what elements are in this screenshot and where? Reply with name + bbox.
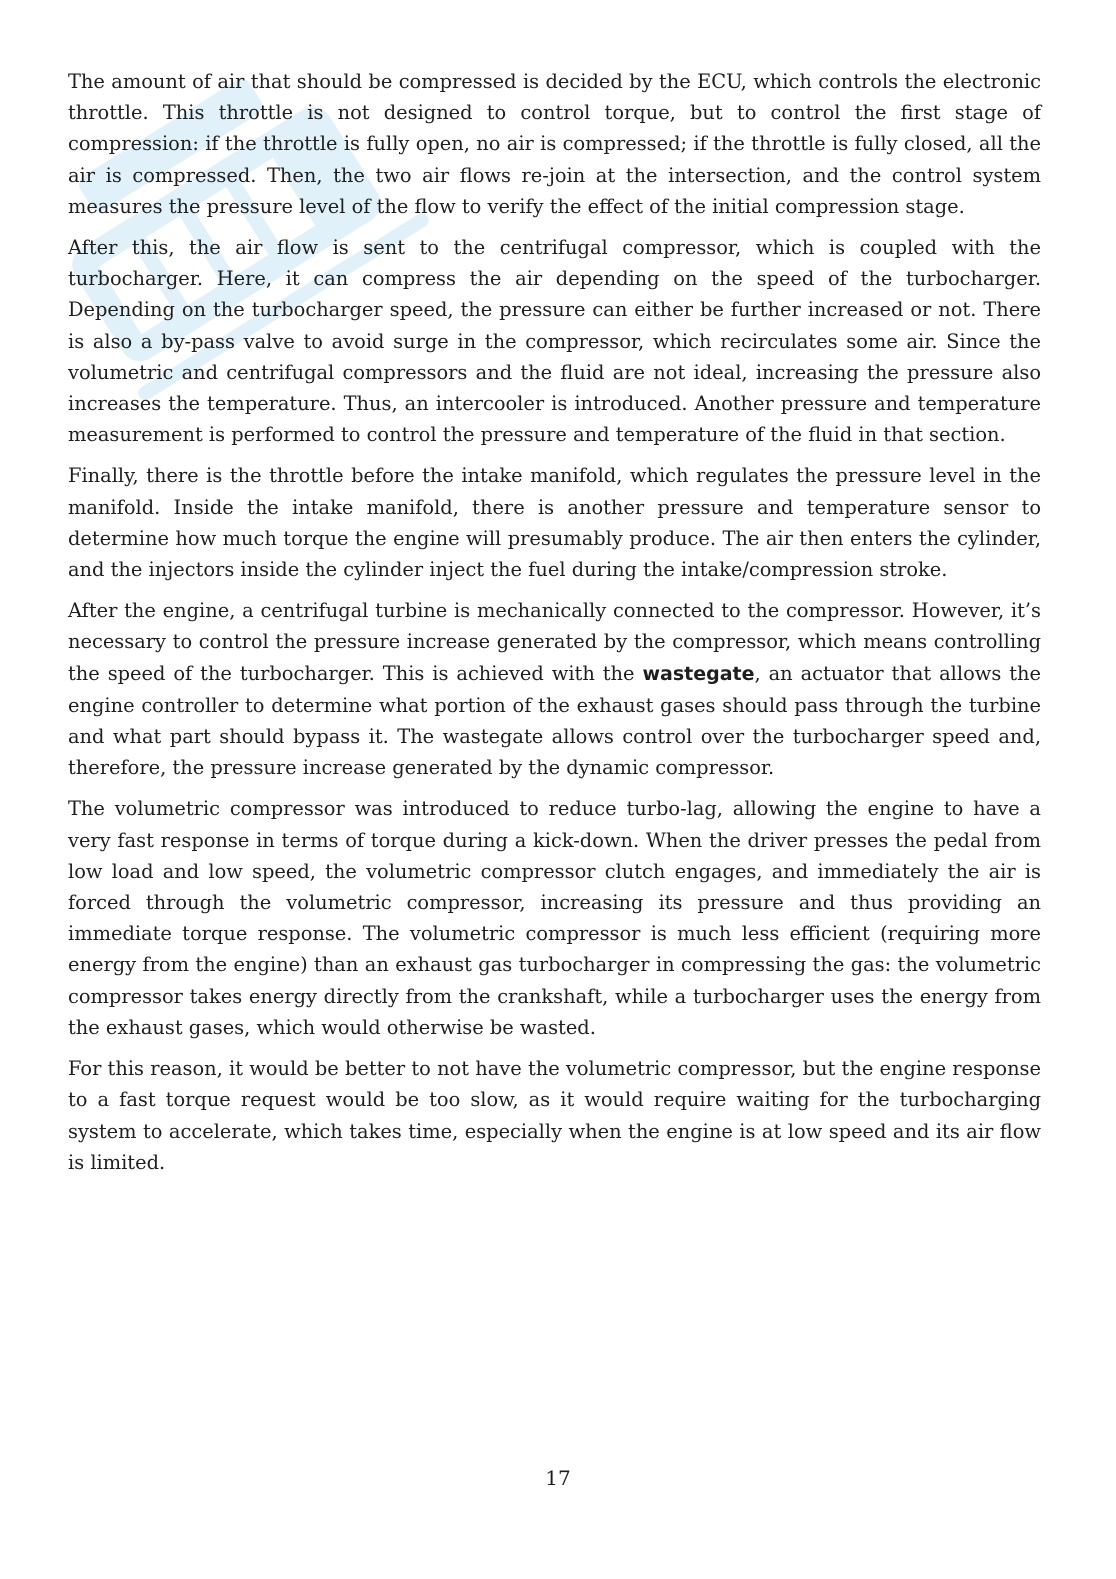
page-number: 17	[545, 1466, 571, 1490]
paragraph-1: The amount of air that should be compressed is decided by the ECU, which controls the electronic throttle. This throttle is not designed to control torque, but to control the first stage of compression: if the throttle is fully open, no air is compressed; if the throttle is fully closed, all the air is compressed. Then, the two air flows re-join at the intersection, and the control system measures the pressure level of the flow to verify the effect of the initial compression stage.	[68, 70, 1041, 218]
paragraph-4-end: , an actuator that allows the engine controller to determine what portion of the exhaust gases should pass through the turbine and what part should bypass it. The wastegate allows control over the turbocharger speed and, therefore, the pressure increase generated by the dynamic compressor.	[68, 661, 1041, 780]
paragraph-6: For this reason, it would be better to not have the volumetric compressor, but the engine response to a fast torque request would be too slow, as it would require waiting for the turbocharging system to accelerate, which takes time, especially when the engine is at low speed and its air flow is limited.	[68, 1057, 1041, 1174]
paragraph-2: After this, the air flow is sent to the centrifugal compressor, which is coupled with the turbocharger. Here, it can compress the air depending on the speed of the turbocharger. Depending on the turbocharger speed, the pressure can either be further increased or not. There is also a by-pass valve to avoid surge in the compressor, which recirculates some air. Since the volumetric and centrifugal compressors and the fluid are not ideal, increasing the pressure also increases the temperature. Thus, an intercooler is introduced. Another pressure and temperature measurement is performed to control the pressure and temperature of the fluid in that section.	[68, 236, 1041, 447]
paragraph-3: Finally, there is the throttle before the intake manifold, which regulates the pressure level in the manifold. Inside the intake manifold, there is another pressure and temperature sensor to determine how much torque the engine will presumably produce. The air then enters the cylinder, and the injectors inside the cylinder inject the fuel during the intake/compression stroke.	[68, 464, 1041, 582]
paragraph-5: The volumetric compressor was introduced to reduce turbo-lag, allowing the engine to have a very fast response in terms of torque during a kick-down. When the driver presses the pedal from low load and low speed, the volumetric compressor clutch engages, and immediately the air is forced through the volumetric compressor, increasing its pressure and thus providing an immediate torque response. The volumetric compressor is much less efficient (requiring more energy from the engine) than an exhaust gas turbocharger in compressing the gas: the volumetric compressor takes energy directly from the crankshaft, while a turbocharger uses the energy from the exhaust gases, which would otherwise be wasted.	[68, 797, 1041, 1039]
paragraph-4	[68, 595, 1041, 783]
document-body	[68, 66, 1041, 1188]
wastegate-term: wastegate	[642, 662, 755, 685]
paragraph-4-start: After the engine, a centrifugal turbine is mechanically connected to the compressor. However, it’s necessary to control the pressure increase generated by the compressor, which means controlling the speed of the turbocharger. This is achieved with the	[68, 599, 1041, 685]
